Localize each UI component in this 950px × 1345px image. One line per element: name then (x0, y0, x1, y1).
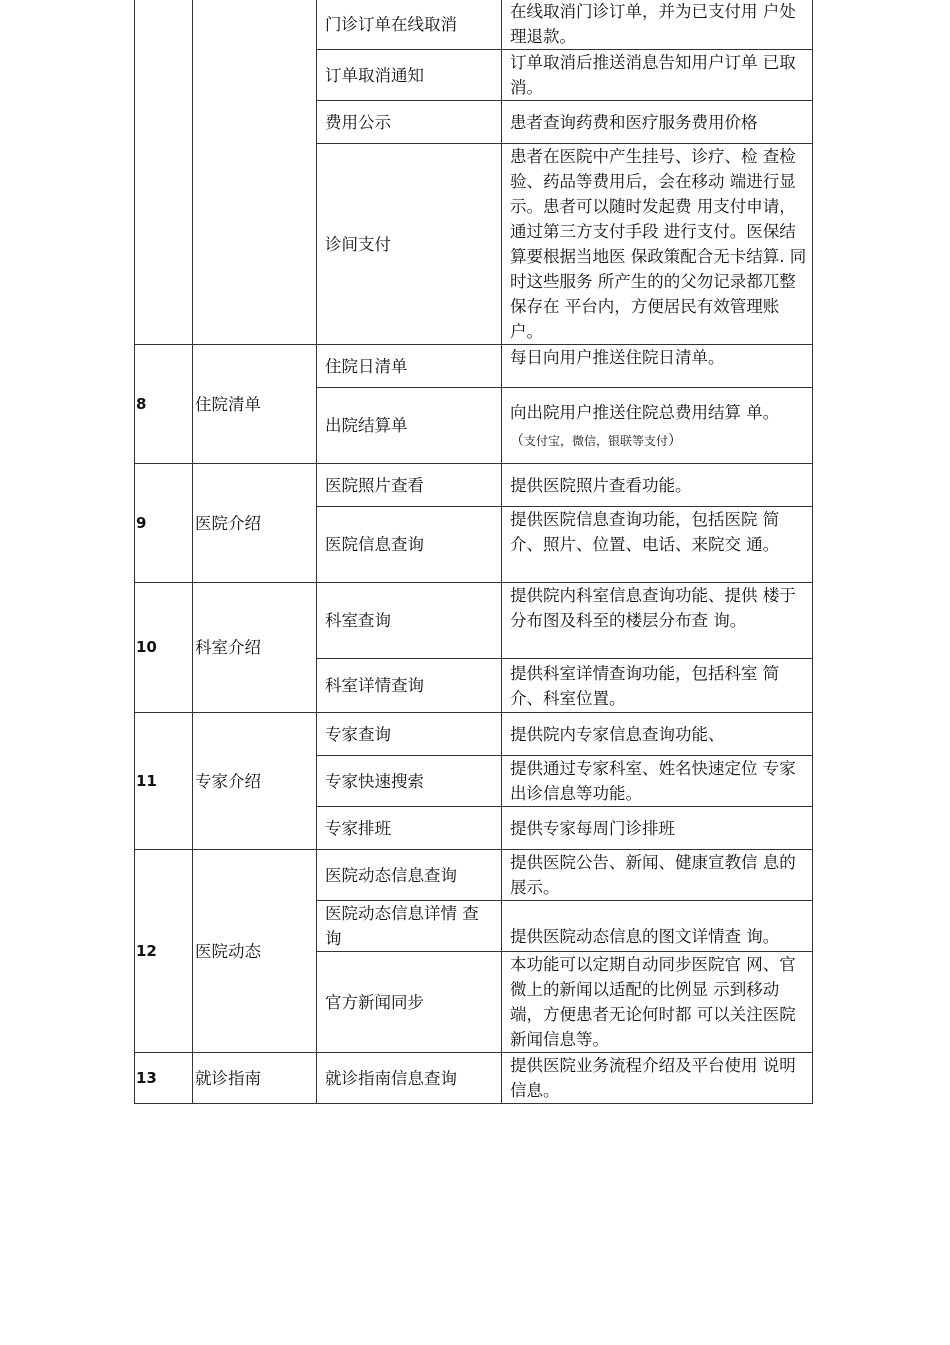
feature-cell: 诊间支付 (317, 144, 502, 345)
table-row (135, 345, 813, 388)
payment-note (510, 431, 808, 451)
row-number-cell: 11 (135, 713, 193, 850)
description-cell: 提供医院信息查询功能，包括医院 简介、照片、位置、电话、来院交 通。 (502, 507, 813, 583)
row-number-cell: 8 (135, 345, 193, 464)
category-cell: 科室介绍 (193, 583, 317, 713)
table-row (135, 713, 813, 756)
row-number-cell: 13 (135, 1053, 193, 1104)
table-row (135, 583, 813, 659)
description-text: 向出院用户推送住院总费用结算 单。 (510, 403, 780, 422)
table-row (135, 850, 813, 901)
description-cell: 本功能可以定期自动同步医院官 网、官微上的新闻以适配的比例显 示到移动端，方便患者无论何时都 可以关注医院新闻信息等。 (502, 952, 813, 1053)
table-row (135, 464, 813, 507)
description-cell: 提供科室详情查询功能，包括科室 简介、科室位置。 (502, 659, 813, 713)
category-cell: 就诊指南 (193, 1053, 317, 1104)
feature-cell: 专家排班 (317, 807, 502, 850)
description-cell: 在线取消门诊订单，并为已支付用 户处理退款。 (502, 0, 813, 50)
row-number-cell: 12 (135, 850, 193, 1053)
feature-cell: 专家查询 (317, 713, 502, 756)
description-cell: 提供专家每周门诊排班 (502, 807, 813, 850)
feature-cell: 医院动态信息查询 (317, 850, 502, 901)
description-cell: 提供通过专家科室、姓名快速定位 专家出诊信息等功能。 (502, 756, 813, 807)
feature-cell: 医院照片查看 (317, 464, 502, 507)
description-cell: 提供院内专家信息查询功能、 (502, 713, 813, 756)
description-cell: 订单取消后推送消息告知用户订单 已取消。 (502, 50, 813, 101)
table-row (135, 0, 813, 50)
category-cell: 医院介绍 (193, 464, 317, 583)
table-row (135, 1053, 813, 1104)
row-number-cell: 10 (135, 583, 193, 713)
note-open-paren: （ (510, 433, 524, 449)
feature-cell: 医院动态信息详情 查询 (317, 901, 502, 952)
row-number-cell (135, 0, 193, 345)
description-cell: 患者在医院中产生挂号、诊疗、检 查检验、药品等费用后，会在移动 端进行显示。患者可以随时发起费 用支付申请，通过第三方支付手段 进行支付。医保结算要根据当地医 保政策配合无卡结算. 同时这些服务 所产生的的父勿记录都兀整保存在 平台内，方便居民有效管理账户。 (502, 144, 813, 345)
category-cell: 医院动态 (193, 850, 317, 1053)
feature-cell: 专家快速搜索 (317, 756, 502, 807)
feature-cell: 科室详情查询 (317, 659, 502, 713)
category-cell (193, 0, 317, 345)
description-cell: 提供院内科室信息查询功能、提供 楼于分布图及科至的楼层分布查 询。 (502, 583, 813, 659)
category-cell: 专家介绍 (193, 713, 317, 850)
feature-cell: 费用公示 (317, 101, 502, 144)
feature-cell: 住院日清单 (317, 345, 502, 388)
note-close-paren: ） (668, 433, 683, 449)
description-cell: 提供医院动态信息的图文详情查 询。 (502, 901, 813, 952)
note-text: 支付宝，微信，银联等支付 (524, 434, 669, 448)
feature-cell: 出院结算单 (317, 388, 502, 464)
feature-cell: 医院信息查询 (317, 507, 502, 583)
row-number-cell: 9 (135, 464, 193, 583)
description-cell (502, 388, 813, 464)
category-cell: 住院清单 (193, 345, 317, 464)
feature-cell: 官方新闻同步 (317, 952, 502, 1053)
feature-cell: 就诊指南信息查询 (317, 1053, 502, 1104)
feature-cell: 订单取消通知 (317, 50, 502, 101)
function-table (134, 0, 813, 1104)
description-cell: 提供医院照片查看功能。 (502, 464, 813, 507)
description-cell: 每日向用户推送住院日清单。 (502, 345, 813, 388)
description-cell: 提供医院业务流程介绍及平台使用 说明信息。 (502, 1053, 813, 1104)
description-cell: 患者查询药费和医疗服务费用价格 (502, 101, 813, 144)
feature-cell: 科室查询 (317, 583, 502, 659)
feature-cell: 门诊订单在线取消 (317, 0, 502, 50)
description-cell: 提供医院公告、新闻、健康宣教信 息的展示。 (502, 850, 813, 901)
